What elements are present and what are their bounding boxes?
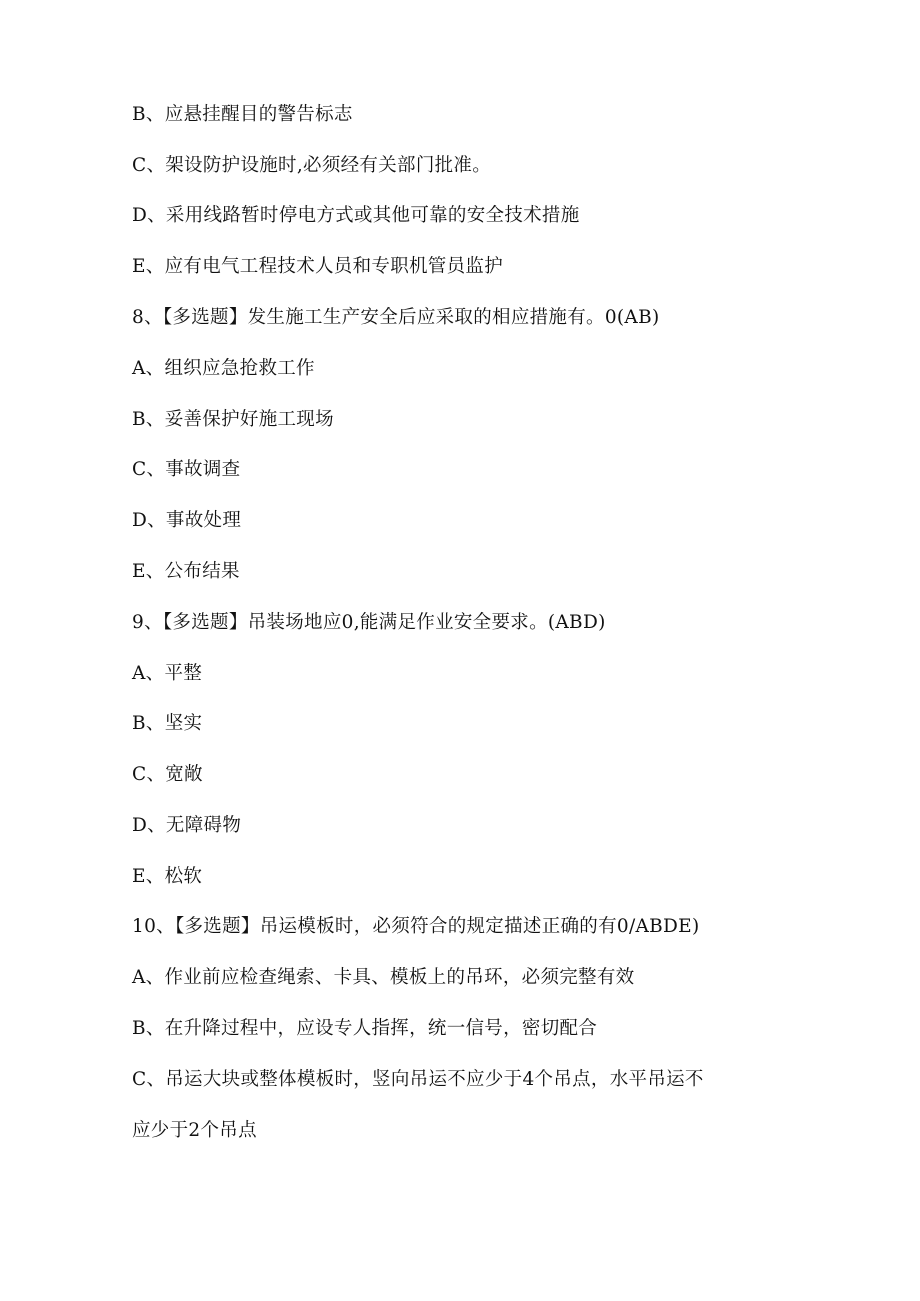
option-b-q7: B、应悬挂醒目的警告标志 [132, 104, 353, 125]
option-d-q8: D、事故处理 [132, 510, 242, 531]
option-e-q7: E、应有电气工程技术人员和专职机管员监护 [132, 256, 504, 277]
option-a-q10: A、作业前应检查绳索、卡具、模板上的吊环，必须完整有效 [132, 967, 635, 988]
option-c-q10: C、吊运大块或整体模板时，竖向吊运不应少于4个吊点，水平吊运不 [132, 1069, 704, 1090]
option-a-q8: A、组织应急抢救工作 [132, 358, 315, 379]
option-b-q10: B、在升降过程中，应设专人指挥，统一信号，密切配合 [132, 1018, 598, 1039]
option-e-q8: E、公布结果 [132, 561, 240, 582]
option-c-q9: C、宽敞 [132, 764, 203, 785]
question-9: 9、【多选题】吊装场地应0,能满足作业安全要求。(ABD) [132, 612, 606, 633]
option-d-q9: D、无障碍物 [132, 815, 242, 836]
option-b-q8: B、妥善保护好施工现场 [132, 409, 334, 430]
option-d-q7: D、采用线路暂时停电方式或其他可靠的安全技术措施 [132, 205, 580, 226]
option-e-q9: E、松软 [132, 866, 203, 887]
question-8: 8、【多选题】发生施工生产安全后应采取的相应措施有。0(AB) [132, 307, 660, 328]
option-c-q10-continued: 应少于2个吊点 [132, 1120, 257, 1141]
option-c-q8: C、事故调查 [132, 459, 241, 480]
option-c-q7: C、架设防护设施时,必须经有关部门批准。 [132, 155, 492, 176]
option-a-q9: A、平整 [132, 663, 203, 684]
question-10: 10、【多选题】吊运模板时，必须符合的规定描述正确的有0/ABDE) [132, 916, 700, 937]
option-b-q9: B、坚实 [132, 713, 203, 734]
